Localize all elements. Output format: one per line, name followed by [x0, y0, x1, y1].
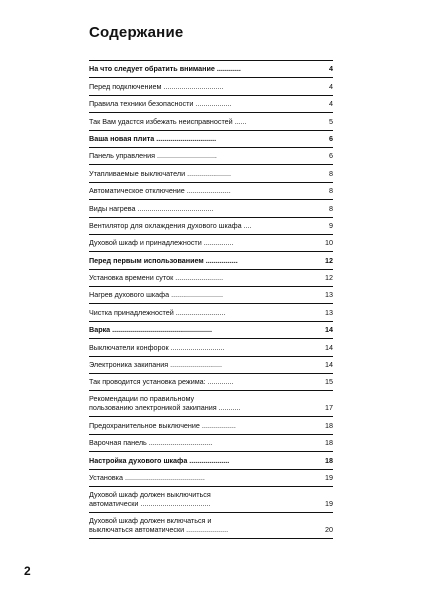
toc-entry-title: Утапливаемые выключатели ...................... [89, 168, 232, 178]
toc-entry-title: Установка ........................................ [89, 472, 205, 482]
toc-entry-page: 12 [325, 255, 333, 265]
toc-entry [89, 113, 333, 130]
toc-entry-page: 12 [325, 273, 333, 283]
toc-entry [89, 252, 333, 269]
toc-entry-page: 14 [325, 360, 333, 370]
toc-entry [89, 339, 333, 356]
toc-entry-page: 15 [325, 377, 333, 387]
toc-entry-page: 20 [325, 524, 333, 534]
toc-entry-page: 19 [325, 498, 333, 508]
toc-entry-page: 8 [329, 203, 333, 213]
toc-entry-page: 19 [325, 472, 333, 482]
toc-entry-title: На что следует обратить внимание ............ [89, 64, 241, 74]
toc-entry [89, 391, 333, 417]
toc-entry [89, 235, 333, 252]
toc-entry-page: 17 [325, 403, 333, 413]
toc-entry-title: Варочная панель ................................ [89, 438, 213, 448]
toc-entry-title: Предохранительное выключение ................. [89, 420, 236, 430]
toc-entry-page: 14 [325, 325, 333, 335]
toc-entry-title: Электроника закипания .......................... [89, 360, 223, 370]
toc-entry [89, 417, 333, 434]
toc-entry-title: Автоматическое отключение ...................... [89, 186, 231, 196]
toc-entry-page: 8 [329, 186, 333, 196]
toc-entry-title: Нагрев духового шкафа .......................... [89, 290, 224, 300]
toc-entry-title: Настройка духового шкафа .................... [89, 455, 230, 465]
toc-entry [89, 131, 333, 148]
toc-entry-title: Перед первым использованием ................ [89, 255, 238, 265]
toc-entry-page: 9 [329, 220, 333, 230]
toc-entry [89, 61, 333, 78]
toc-entry [89, 148, 333, 165]
toc-entry [89, 304, 333, 321]
toc-entry [89, 452, 333, 469]
toc-entry-title: Духовой шкаф должен включаться и выключаться автоматически ..................... [89, 515, 229, 534]
toc-entry [89, 513, 333, 539]
toc-entry [89, 287, 333, 304]
toc-entry-page: 18 [325, 420, 333, 430]
toc-entry-title: Рекомендации по правильному пользованию электроникой закипания ........... [89, 394, 241, 413]
toc-entry-page: 5 [329, 116, 333, 126]
toc-entry-page: 13 [325, 290, 333, 300]
toc-entry [89, 270, 333, 287]
toc-entry-title: Перед подключением .............................. [89, 81, 224, 91]
toc-entry [89, 200, 333, 217]
toc-entry-title: Установка времени суток ........................ [89, 273, 224, 283]
toc-entry [89, 218, 333, 235]
toc-entry [89, 487, 333, 513]
toc-entry-title: Выключатели конфорок ........................... [89, 342, 225, 352]
page-number: 2 [24, 564, 31, 578]
toc-entry-page: 10 [325, 238, 333, 248]
toc-entry-page: 6 [329, 151, 333, 161]
toc-entry-title: Так Вам удастся избежать неисправностей ...... [89, 116, 247, 126]
toc-entry-title: Правила техники безопасности .................. [89, 99, 232, 109]
toc-entry-title: Чистка принадлежностей ......................... [89, 307, 226, 317]
toc-entry-page: 4 [329, 64, 333, 74]
toc-entry-title: Так проводится установка режима: ............. [89, 377, 234, 387]
toc-entry-title: Ваша новая плита .............................. [89, 133, 217, 143]
toc-entry-page: 4 [329, 99, 333, 109]
toc-entry [89, 357, 333, 374]
toc-entry-page: 4 [329, 81, 333, 91]
toc-entry-title: Варка .................................................. [89, 325, 213, 335]
toc-entry-title: Вентилятор для охлаждения духового шкафа .... [89, 220, 252, 230]
page-title: Содержание [89, 24, 184, 41]
toc-entry [89, 165, 333, 182]
toc-entry-title: Виды нагрева ...................................... [89, 203, 214, 213]
toc-entry [89, 470, 333, 487]
toc-entry-page: 6 [329, 133, 333, 143]
toc-entry-title: Духовой шкаф должен выключиться автоматически ................................... [89, 489, 211, 508]
toc-entry-page: 18 [325, 455, 333, 465]
toc-entry-page: 18 [325, 438, 333, 448]
toc-entry [89, 96, 333, 113]
toc-entry [89, 183, 333, 200]
table-of-contents [89, 60, 333, 539]
toc-entry-page: 8 [329, 168, 333, 178]
toc-entry [89, 322, 333, 339]
toc-entry [89, 435, 333, 452]
toc-entry-title: Духовой шкаф и принадлежности ............... [89, 238, 234, 248]
toc-entry-page: 14 [325, 342, 333, 352]
toc-entry [89, 78, 333, 95]
toc-entry-page: 13 [325, 307, 333, 317]
toc-entry-title: Панель управления .............................. [89, 151, 217, 161]
toc-entry [89, 374, 333, 391]
